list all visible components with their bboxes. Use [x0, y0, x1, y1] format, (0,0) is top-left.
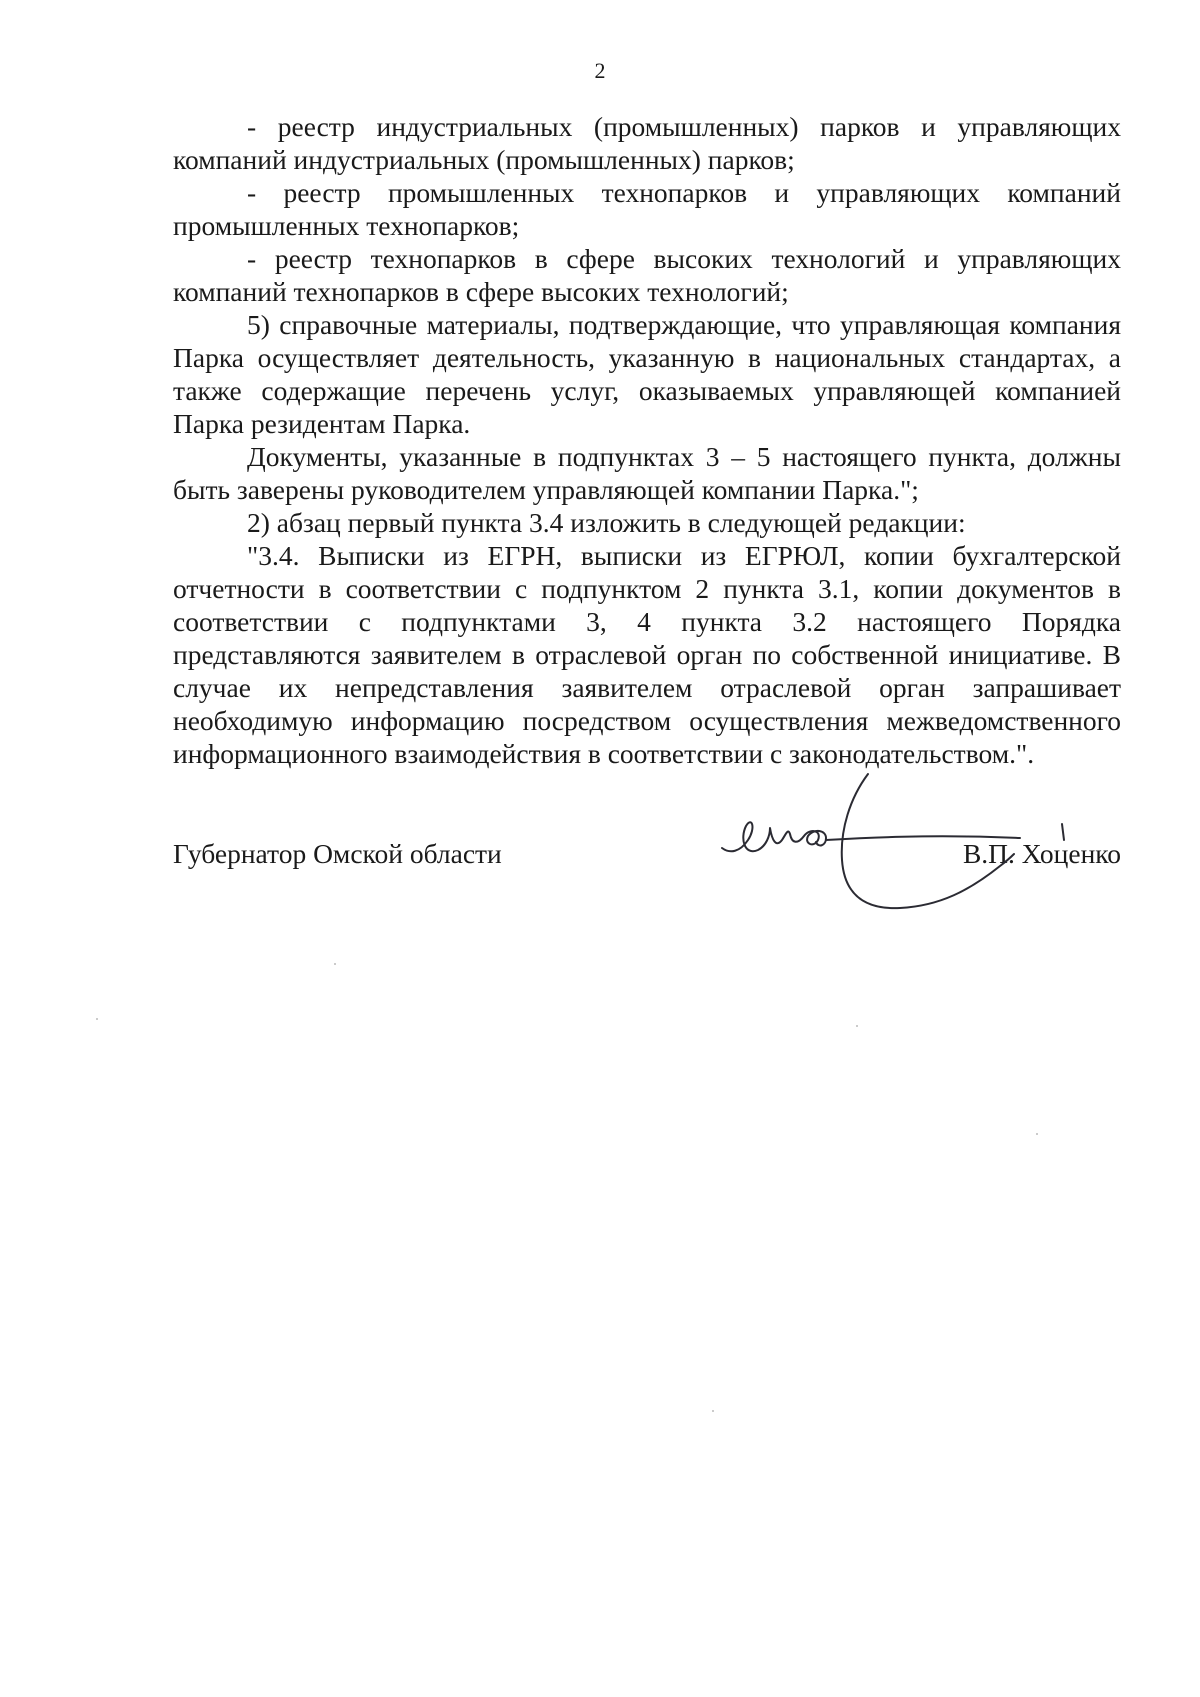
scan-speck: [856, 1025, 858, 1027]
scan-speck: [712, 1410, 714, 1412]
signature-drawing: [700, 770, 1080, 930]
paragraph-hightech-technoparks-registry: - реестр технопарков в сфере высоких технологий и управляющих компаний технопарков в сфере высоких технологий;: [173, 243, 1121, 307]
scan-speck: [96, 1018, 98, 1020]
signer-title: Губернатор Омской области: [173, 838, 502, 869]
paragraph-documents-certification: Документы, указанные в подпунктах 3 – 5 настоящего пункта, должны быть заверены руководителем управляющей компании Парка.";: [173, 441, 1121, 505]
paragraph-amendment-3-4-intro: 2) абзац первый пункта 3.4 изложить в следующей редакции:: [247, 507, 966, 538]
paragraph-industrial-technoparks-registry: - реестр промышленных технопарков и управляющих компаний промышленных технопарков;: [173, 177, 1121, 241]
paragraph-reference-materials: 5) справочные материалы, подтверждающие, что управляющая компания Парка осуществляет деятельность, указанную в национальных стандартах, а также содержащие перечень услуг, оказываемых управляющей компанией Парка резидентам Парка.: [173, 309, 1121, 439]
scan-speck: [1036, 1133, 1038, 1135]
signer-name: В.П. Хоценко: [962, 838, 1121, 869]
paragraph-amendment-3-4-text: "3.4. Выписки из ЕГРН, выписки из ЕГРЮЛ, копии бухгалтерской отчетности в соответствии с подпунктом 2 пункта 3.1, копии документов в соответствии с подпунктами 3, 4 пункта 3.2 настоящего Порядка представляются заявителем в отраслевой орган по собственной инициативе. В случае их непредставления заявителем отраслевой орган запрашивает необходимую информацию посредством осуществления межведомственного информационного взаимодействия в соответствии с законодательством.".: [173, 540, 1121, 769]
page-number: 2: [594, 58, 606, 83]
document-body: [173, 110, 1121, 770]
scan-speck: [334, 963, 336, 965]
paragraph-industrial-parks-registry: - реестр индустриальных (промышленных) парков и управляющих компаний индустриальных (промышленных) парков;: [173, 111, 1121, 175]
